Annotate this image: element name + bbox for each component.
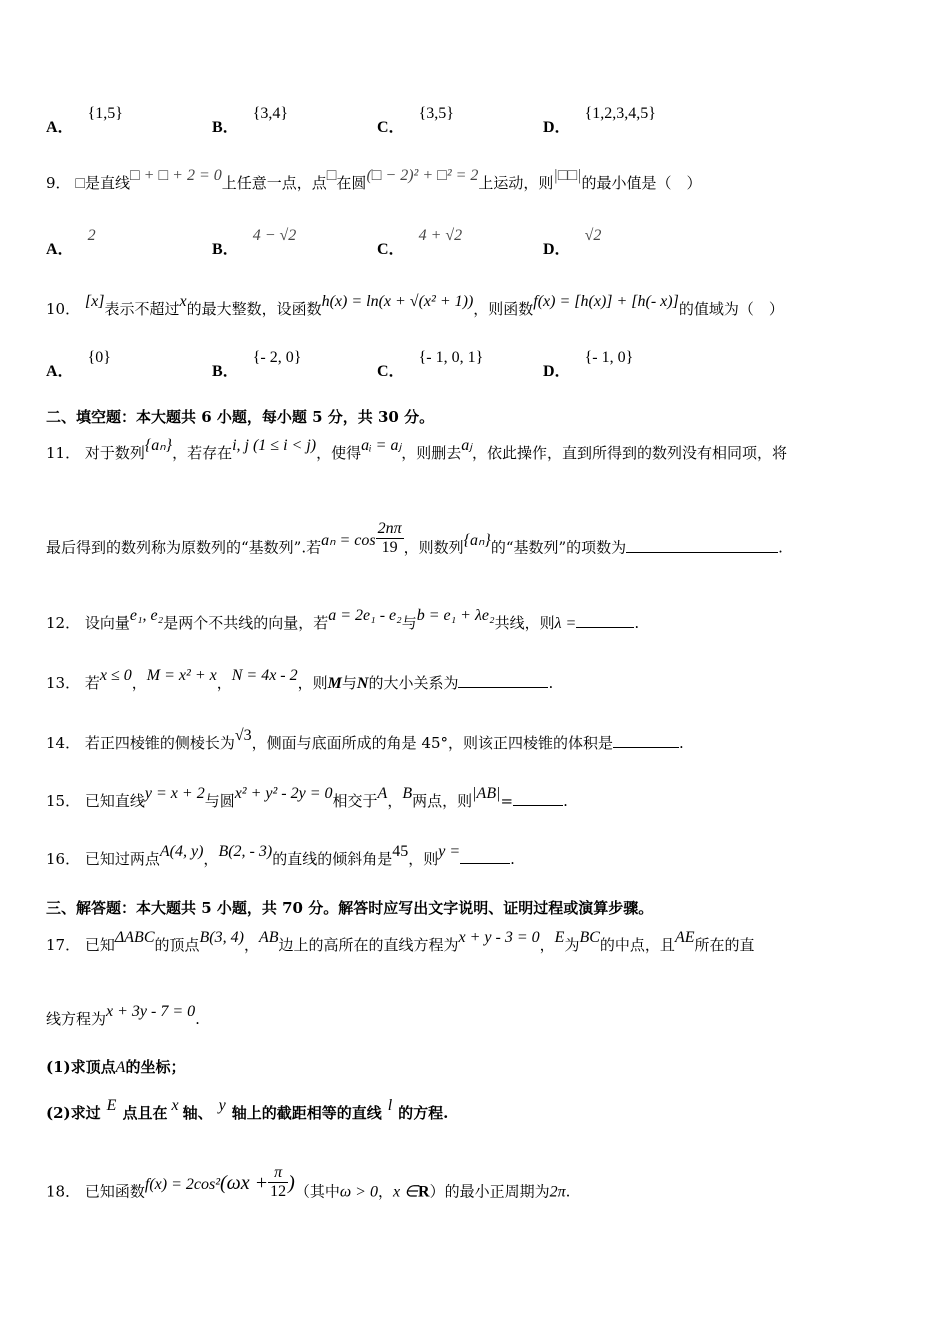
question-number: 15． (46, 792, 81, 810)
text: 与圆 (204, 792, 235, 810)
definition-lhs: aₙ = cos (321, 531, 376, 549)
question-number: 10． (46, 300, 81, 318)
question-number: 9． (46, 174, 71, 192)
text: . (565, 1182, 571, 1201)
question-12 (46, 607, 910, 633)
triangle: ΔABC (114, 929, 155, 946)
q9-option-c (377, 227, 463, 259)
question-number: 16． (46, 850, 81, 868)
text: 设向量 (84, 614, 130, 632)
fraction (376, 520, 404, 557)
text: 表示不超过 (104, 300, 180, 318)
text: 最后得到的数列称为原数列的“基数列”.若 (46, 538, 322, 557)
text: 的值域为（ ） (678, 300, 784, 318)
angle: 45 (392, 843, 409, 860)
q10-option-b (212, 349, 302, 381)
line-equation: □ + □ + 2 = 0 (130, 167, 222, 184)
function-h: h(x) = ln(x + √(x² + 1)) (321, 293, 474, 310)
text: 相交于 (332, 792, 378, 810)
text: 所在的直 (694, 936, 755, 954)
question-number: 18． (46, 1182, 81, 1201)
answer-blank[interactable] (460, 849, 510, 864)
text: 与 (341, 674, 357, 692)
text: 是两个不共线的向量，若 (163, 614, 329, 632)
point-a: A (115, 1059, 126, 1076)
text: 若正四棱锥的侧棱长为 (84, 734, 235, 752)
option-label: C． (377, 241, 405, 258)
question-17-part-2 (46, 1097, 910, 1123)
text: ， (539, 936, 555, 954)
text: 的最大整数，设函数 (186, 300, 322, 318)
text: 的方程. (398, 1104, 449, 1122)
circle-equation: x² + y² - 2y = 0 (234, 785, 333, 802)
text: ， (387, 792, 403, 810)
text: 的顶点 (154, 936, 200, 954)
vector-b: b = e₁ + λe₂ (416, 607, 495, 624)
text: 是直线 (85, 174, 131, 192)
point-p-placeholder: □ (75, 175, 85, 192)
reals: R (418, 1183, 430, 1201)
term: aⱼ (461, 437, 473, 454)
text: . (510, 850, 515, 868)
fraction (268, 1164, 288, 1201)
point-a: A(4, y) (159, 843, 204, 860)
text: ，则 (297, 674, 328, 692)
option-label: B． (212, 119, 239, 136)
y-equals: y = (438, 843, 461, 860)
text: 边上的高所在的直线方程为 (278, 936, 459, 954)
text: 为 (564, 936, 580, 954)
argument-right: ) (288, 1171, 295, 1194)
vertex-b: B(3, 4) (199, 929, 244, 946)
option-label: D． (543, 241, 571, 258)
question-9 (46, 167, 910, 193)
option-label: B． (212, 241, 239, 258)
expression-n: N = 4x - 2 (231, 667, 298, 684)
index-condition: i, j (1 ≤ i < j) (232, 437, 317, 454)
vector-a: a = 2e₁ - e₂ (328, 607, 402, 624)
text: 的“基数列”的项数为 (490, 538, 627, 557)
text: ，则删去 (401, 444, 462, 462)
point-e: E (554, 929, 565, 946)
option-value: {3,5} (418, 105, 454, 122)
question-number: 13． (46, 674, 81, 692)
text: . (778, 538, 783, 557)
text: ，使得 (316, 444, 362, 462)
line-ae-equation: x + 3y - 7 = 0 (106, 1003, 196, 1020)
text: ，则 (408, 850, 439, 868)
option-label: A． (46, 241, 74, 258)
question-13 (46, 667, 910, 693)
option-value: √2 (584, 227, 602, 244)
text: 的大小关系为 (368, 674, 459, 692)
text: . (548, 674, 554, 692)
question-15 (46, 785, 910, 811)
option-label: D． (543, 363, 571, 380)
line-equation: y = x + 2 (144, 785, 205, 802)
answer-blank[interactable] (576, 613, 634, 628)
option-label: C． (377, 363, 405, 380)
denominator: 19 (381, 539, 398, 556)
function-f: f(x) = 2cos² (144, 1175, 221, 1193)
text: 点且在 (122, 1104, 168, 1122)
q10-option-a (46, 349, 111, 381)
question-17-part-1 (46, 1056, 910, 1077)
part-label: (2) (46, 1104, 71, 1122)
vectors: e₁, e₂ (129, 607, 164, 624)
text: ， (216, 674, 232, 692)
option-value: 2 (87, 227, 96, 244)
q8-option-a (46, 105, 123, 137)
argument-left: (ωx + (220, 1171, 269, 1194)
line-ae: AE (674, 929, 695, 946)
question-16 (46, 843, 910, 869)
text: 轴上的截距相等的直线 (231, 1104, 382, 1122)
q9-option-d (543, 227, 602, 259)
part-label: (1) (46, 1058, 71, 1076)
text: 两点，则 (412, 792, 473, 810)
option-label: B． (212, 363, 239, 380)
option-value: {0} (87, 349, 111, 366)
section-heading-fill-in: 二、填空题：本大题共 6 小题，每小题 5 分，共 30 分。 (46, 408, 435, 426)
x-axis: x (171, 1097, 179, 1114)
text: ，则函数 (473, 300, 534, 318)
option-value: {1,5} (87, 105, 123, 122)
question-11 (46, 437, 910, 463)
option-label: D． (543, 119, 571, 136)
var-n: N (356, 675, 369, 692)
text: 轴、 (182, 1104, 213, 1122)
numerator: 2nπ (377, 520, 402, 537)
point-a: A (377, 785, 388, 802)
text: . (563, 792, 568, 810)
question-number: 11． (46, 444, 81, 462)
option-label: A． (46, 119, 74, 136)
text: 已知 (84, 936, 115, 954)
text: 共线，则 (494, 614, 555, 632)
question-number: 14． (46, 734, 81, 752)
side-ab: AB (258, 929, 279, 946)
q8-option-b (212, 105, 289, 137)
text: 求过 (70, 1104, 101, 1122)
text: ，依此操作，直到所得到的数列没有相同项，将 (472, 444, 788, 462)
variable: x (179, 293, 187, 310)
text: ， (243, 936, 259, 954)
text: 在圆 (336, 174, 367, 192)
question-number: 17． (46, 936, 81, 954)
option-value: {- 2, 0} (252, 349, 302, 366)
q10-option-d (543, 349, 634, 381)
lambda: λ = (554, 615, 577, 632)
text: 已知直线 (84, 792, 145, 810)
option-value: 4 − √2 (252, 227, 297, 244)
answer-blank[interactable] (613, 733, 679, 748)
question-number: 12． (46, 614, 81, 632)
sqrt-3: √3 (234, 727, 252, 744)
text: . (195, 1010, 200, 1028)
q9-option-b (212, 227, 297, 259)
text: ， (377, 1182, 393, 1201)
text: 的坐标； (125, 1058, 186, 1076)
option-value: 4 + √2 (418, 227, 463, 244)
y-axis: y (218, 1097, 226, 1114)
numerator: π (268, 1164, 288, 1183)
text: 求顶点 (70, 1058, 116, 1076)
point-b: B (402, 785, 413, 802)
option-value: {- 1, 0} (584, 349, 634, 366)
sequence: {aₙ} (144, 437, 173, 454)
condition: x ≤ 0 (99, 667, 132, 684)
text: 已知函数 (84, 1182, 145, 1201)
side-bc: BC (579, 929, 600, 946)
text: 与 (401, 614, 417, 632)
point-e: E (106, 1097, 117, 1114)
text: 上任意一点，点 (221, 174, 327, 192)
text: 已知过两点 (84, 850, 160, 868)
expression-m: M = x² + x (146, 667, 217, 684)
var-m: M (327, 675, 342, 692)
text: ， (203, 850, 219, 868)
line-l: l (387, 1097, 393, 1114)
distance-expression: |□□| (553, 167, 582, 184)
answer-blank[interactable] (458, 673, 548, 688)
sequence: {aₙ} (463, 531, 491, 549)
text: ）的最小正周期为 (429, 1182, 550, 1201)
question-14 (46, 727, 910, 753)
text: ， (131, 674, 147, 692)
floor-notation: [x] (84, 293, 105, 310)
text: （其中 (294, 1182, 340, 1201)
text: = (500, 792, 514, 810)
text: . (679, 734, 684, 752)
question-17 (46, 929, 910, 955)
function-f: f(x) = [h(x)] + [h(- x)] (533, 293, 679, 310)
question-18 (46, 1164, 910, 1211)
text: 的直线的倾斜角是 (272, 850, 393, 868)
answer-blank[interactable] (626, 538, 778, 553)
text: ，则数列 (403, 538, 464, 557)
text: 若 (84, 674, 100, 692)
equal-terms: aᵢ = aⱼ (361, 437, 402, 454)
circle-equation: (□ − 2)² + □² = 2 (366, 167, 479, 184)
q8-option-c (377, 105, 454, 137)
text: 线方程为 (46, 1010, 107, 1028)
segment-length: |AB| (472, 785, 501, 802)
point-q-placeholder: □ (326, 167, 337, 184)
option-label: A． (46, 363, 74, 380)
option-value: {- 1, 0, 1} (418, 349, 484, 366)
text: 的最小值是（ ） (581, 174, 702, 192)
text: 上运动，则 (478, 174, 554, 192)
omega-condition: ω > 0 (339, 1183, 378, 1201)
denominator: 12 (270, 1183, 287, 1200)
option-label: C． (377, 119, 405, 136)
x-in: x ∈ (392, 1183, 419, 1201)
question-10 (46, 293, 910, 319)
option-value: {1,2,3,4,5} (584, 105, 656, 122)
text: 的中点，且 (599, 936, 675, 954)
q8-option-d (543, 105, 656, 137)
q10-option-c (377, 349, 484, 381)
text: ，若存在 (172, 444, 233, 462)
point-b: B(2, - 3) (218, 843, 273, 860)
text: 对于数列 (84, 444, 145, 462)
question-17-cont (46, 1003, 910, 1029)
period: 2π (549, 1183, 566, 1201)
altitude-equation: x + y - 3 = 0 (458, 929, 540, 946)
q9-option-a (46, 227, 96, 259)
text: ，侧面与底面所成的角是 45°，则该正四棱锥的体积是 (251, 734, 614, 752)
section-heading-solutions: 三、解答题：本大题共 5 小题，共 70 分。解答时应写出文字说明、证明过程或演算步骤。 (46, 899, 654, 917)
text: . (634, 614, 640, 632)
option-value: {3,4} (252, 105, 289, 122)
answer-blank[interactable] (513, 791, 563, 806)
